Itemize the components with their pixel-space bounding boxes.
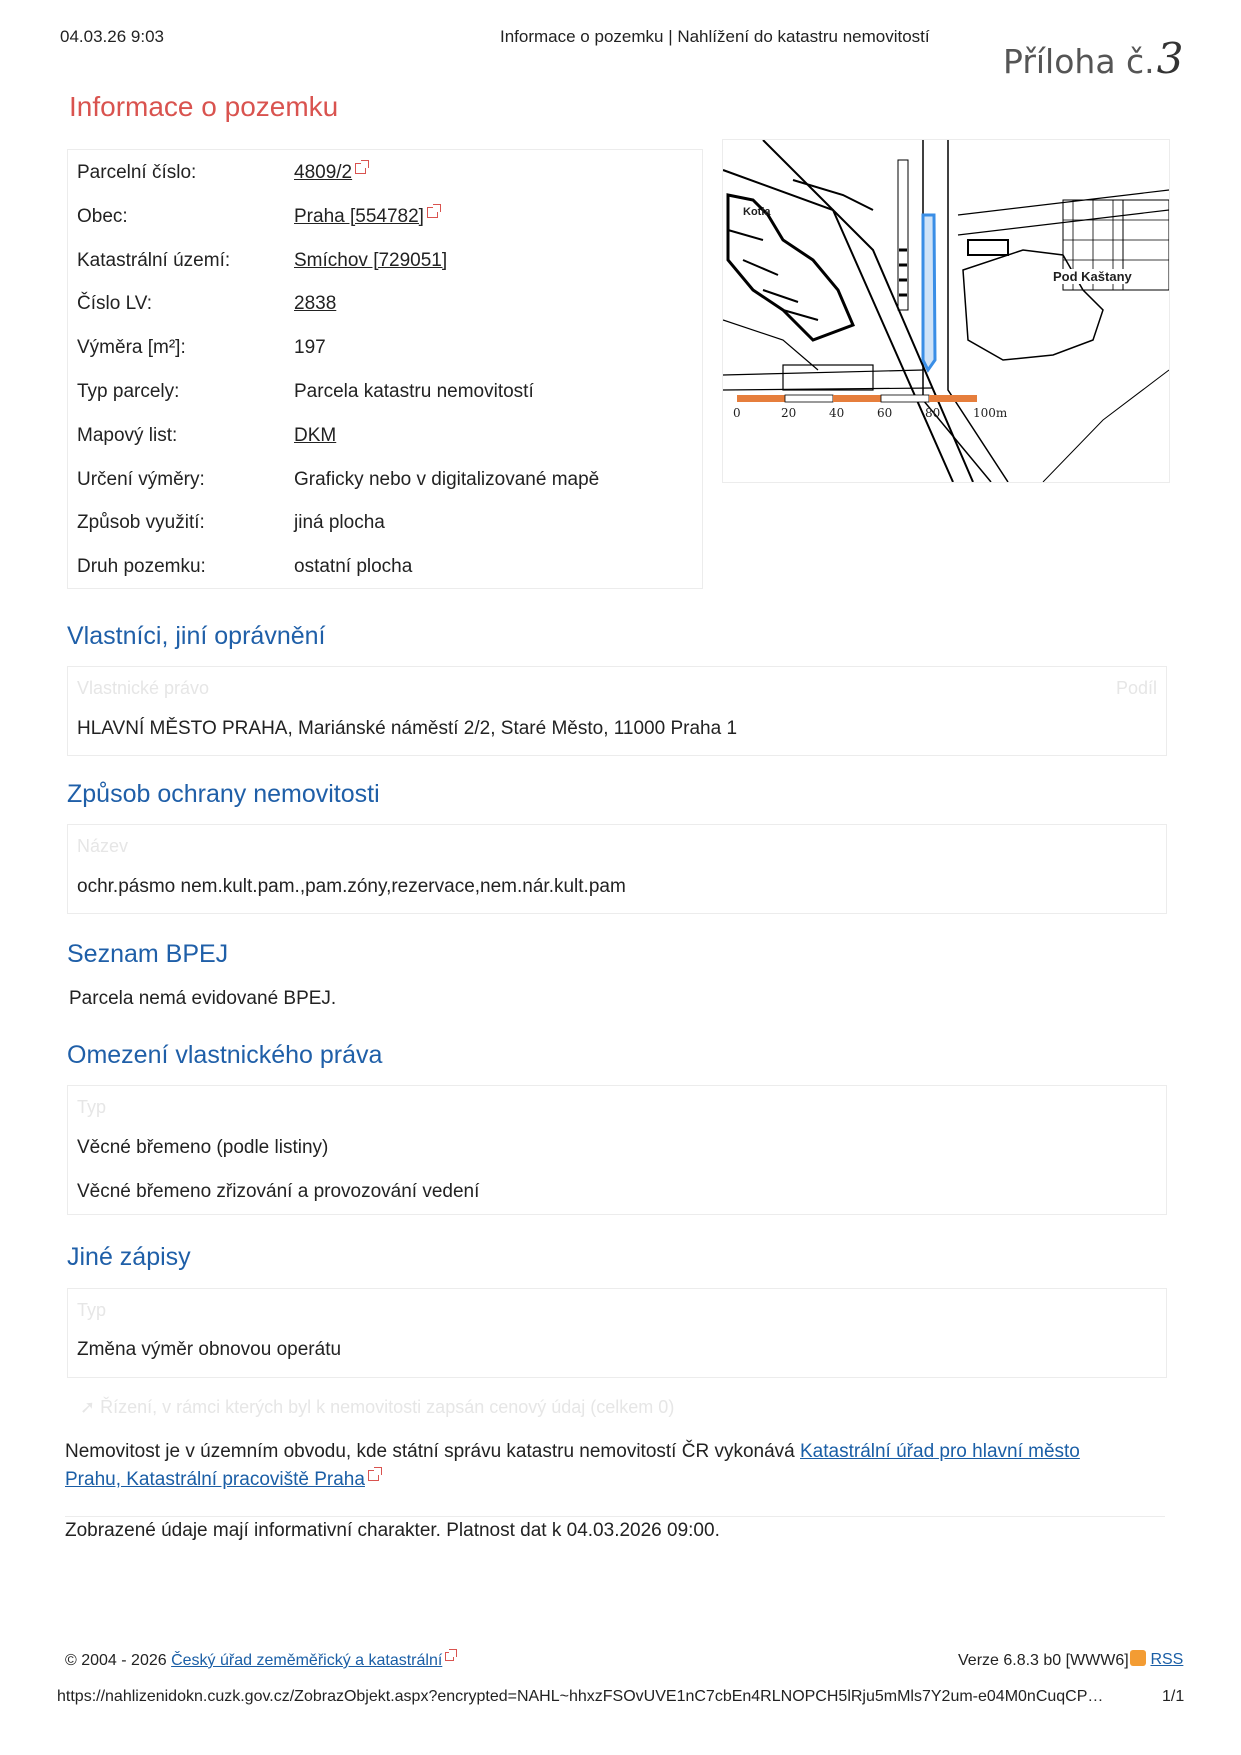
restrictions-row: Věcné břemeno (podle listiny): [77, 1137, 329, 1158]
map-scale-label: 40: [829, 406, 845, 420]
map-scale-label: 0: [733, 406, 741, 420]
proceedings-label: Řízení, v rámci kterých byl k nemovitosti zapsán cenový údaj (celkem 0): [100, 1397, 675, 1417]
print-doc-title: Informace o pozemku | Nahlížení do katastru nemovitostí: [500, 27, 930, 46]
other-col-type: Typ: [77, 1300, 107, 1320]
owners-title: Vlastníci, jiní oprávnění: [67, 622, 326, 650]
restrictions-col-type: Typ: [77, 1097, 107, 1117]
parcel-row-value-link[interactable]: [294, 162, 366, 184]
map-drawing: [723, 140, 1169, 482]
parcel-row-label: Výměra [m²]:: [77, 337, 186, 359]
office-link-line2: Prahu, Katastrální pracoviště Praha: [65, 1469, 365, 1490]
owners-col-share: Podíl: [1115, 678, 1157, 698]
map-scale-label: 60: [877, 406, 893, 420]
parcel-row-value-text: 2838: [294, 293, 337, 315]
office-paragraph: [65, 1438, 1165, 1494]
parcel-row-label: Obec:: [77, 205, 128, 227]
owners-col-right-of-ownership: Vlastnické právo: [77, 678, 210, 698]
parcel-row-value-text: ostatní plocha: [294, 556, 413, 578]
parcel-row-label: Číslo LV:: [77, 293, 152, 315]
parcel-row-value: [294, 556, 412, 578]
map-scale-label: 100m: [973, 406, 1008, 420]
parcel-row-value-text: Praha [554782]: [294, 205, 424, 227]
parcel-row-label: Druh pozemku:: [77, 556, 206, 578]
parcel-row-value-link[interactable]: [294, 293, 336, 315]
map-scale-label: 80: [925, 406, 941, 420]
parcel-row-value-text: Parcela katastru nemovitostí: [294, 381, 534, 402]
other-entries-title: Jiné zápisy: [67, 1243, 191, 1271]
other-entries-table: [67, 1288, 1167, 1378]
page-title: Informace o pozemku: [69, 91, 339, 122]
copyright-text: © 2004 - 2026: [65, 1652, 172, 1669]
external-link-icon: [445, 1652, 454, 1661]
parcel-row-label: Určení výměry:: [77, 468, 205, 490]
protection-table: [67, 824, 1167, 914]
parcel-row-value: [294, 381, 534, 403]
protection-col-name: Název: [77, 836, 129, 856]
agency-link[interactable]: Český úřad zeměměřický a katastrální: [171, 1652, 443, 1669]
other-row: Změna výměr obnovou operátu: [77, 1339, 342, 1360]
validity-note: Zobrazené údaje mají informativní charakter. Platnost dat k 04.03.2026 09:00.: [65, 1520, 720, 1541]
rss-icon: [1130, 1650, 1146, 1666]
parcel-info-table: [67, 149, 703, 589]
attachment-stamp-number: 3: [1156, 34, 1184, 83]
parcel-row-value-text: jiná plocha: [294, 512, 385, 534]
restrictions-row: Věcné břemeno zřizování a provozování vedení: [77, 1181, 480, 1202]
parcel-row-value-text: Smíchov [729051]: [294, 249, 448, 271]
parcel-row-value-text: 197: [294, 337, 326, 359]
parcel-map[interactable]: [722, 139, 1170, 483]
parcel-row-value-text: Graficky nebo v digitalizované mapě: [294, 468, 600, 490]
office-text: Nemovitost je v územním obvodu, kde státní správu katastru nemovitostí ČR vykonává: [65, 1441, 800, 1462]
parcel-row-value: [294, 512, 385, 534]
external-link-icon: [355, 163, 366, 174]
bpej-text: Parcela nemá evidované BPEJ.: [69, 988, 337, 1009]
map-scale-label: 20: [781, 406, 797, 420]
parcel-row-value-link[interactable]: [294, 425, 336, 447]
parcel-row-value-link[interactable]: [294, 250, 447, 272]
protection-row: ochr.pásmo nem.kult.pam.,pam.zóny,rezervace,nem.nár.kult.pam: [77, 876, 626, 897]
footer-copyright: [65, 1652, 454, 1670]
divider: [65, 1516, 1165, 1517]
external-link-icon: [368, 1470, 379, 1481]
attachment-stamp-label: Příloha č.: [1003, 42, 1155, 81]
parcel-row-label: Mapový list:: [77, 424, 178, 446]
external-link-icon: [427, 207, 438, 218]
parcel-row-value: [294, 337, 326, 359]
page-url: https://nahlizenidokn.cuzk.gov.cz/ZobrazObjekt.aspx?encrypted=NAHL~hhxzFSOvUVE1nC7cbEn4RLNOPCH5lRju5mMls7Y2um-e04M0nCuqCP…: [57, 1688, 1104, 1705]
rss-link[interactable]: [1130, 1650, 1183, 1669]
bpej-title: Seznam BPEJ: [67, 940, 229, 968]
owners-row: HLAVNÍ MĚSTO PRAHA, Mariánské náměstí 2/2, Staré Město, 11000 Praha 1: [77, 718, 738, 739]
office-link-line1: Katastrální úřad pro hlavní město: [800, 1441, 1080, 1462]
parcel-row-value-link[interactable]: [294, 206, 438, 228]
rss-label: RSS: [1150, 1651, 1184, 1668]
parcel-row-label: Způsob využití:: [77, 512, 205, 534]
parcel-row-label: Typ parcely:: [77, 381, 180, 402]
expand-arrow-icon: ➚: [80, 1397, 101, 1417]
proceedings-toggle[interactable]: [80, 1397, 674, 1418]
footer-version: Verze 6.8.3 b0 [WWW6]: [958, 1652, 1129, 1669]
attachment-stamp: [1003, 34, 1183, 83]
page-number: 1/1: [1162, 1688, 1185, 1705]
restrictions-table: [67, 1085, 1167, 1215]
print-datetime: 04.03.26 9:03: [60, 27, 164, 46]
owners-table: [67, 666, 1167, 756]
protection-title: Způsob ochrany nemovitosti: [67, 780, 380, 808]
parcel-row-value: [294, 469, 599, 491]
parcel-row-label: Parcelní číslo:: [77, 162, 197, 183]
restrictions-title: Omezení vlastnického práva: [67, 1041, 383, 1069]
parcel-row-label: Katastrální území:: [77, 249, 231, 271]
map-corner-label: Kotla: [743, 206, 771, 218]
parcel-row-value-text: DKM: [294, 424, 337, 446]
map-street-label: Pod Kaštany: [1053, 269, 1132, 284]
parcel-row-value-text: 4809/2: [294, 162, 353, 183]
